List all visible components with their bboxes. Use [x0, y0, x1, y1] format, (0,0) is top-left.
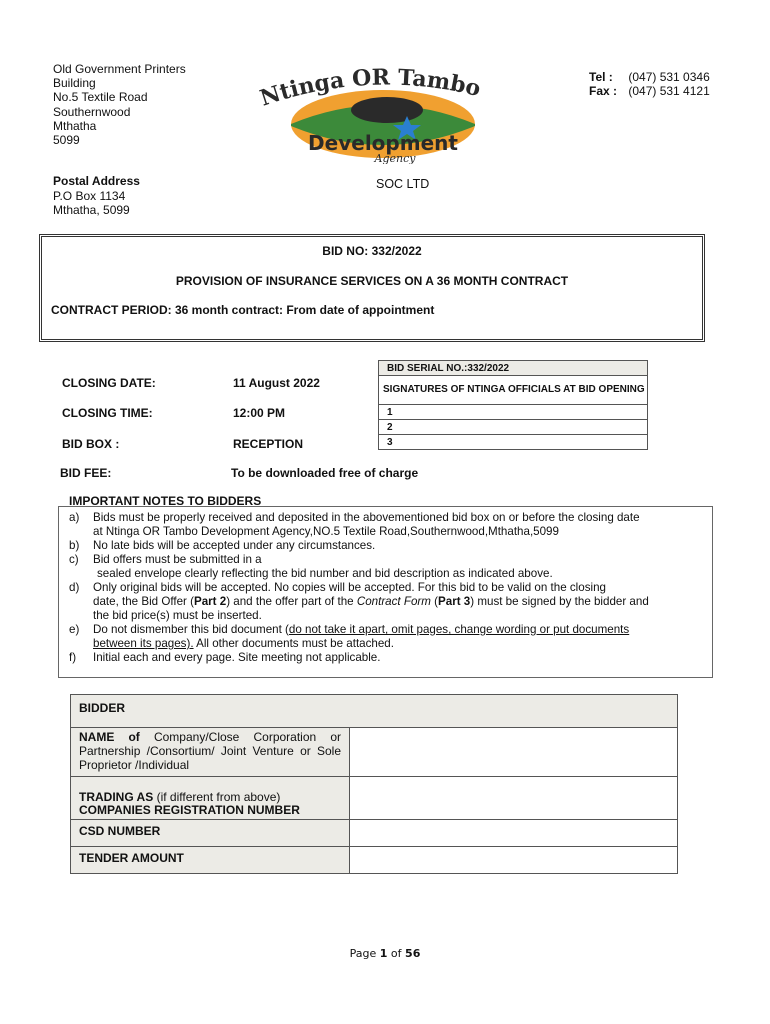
logo-word: Development	[308, 131, 458, 155]
page-of: of	[387, 947, 406, 960]
page-total: 56	[405, 947, 421, 960]
note-line: between its pages). All other documents must be attached.	[93, 637, 394, 650]
note-line: Initial each and every page. Site meeting not applicable.	[93, 651, 381, 664]
bidder-table	[70, 694, 678, 874]
address-line: 5099	[53, 133, 80, 148]
postal-line: Mthatha, 5099	[53, 203, 130, 217]
bidder-name-label: NAME of Company/Close Corporation or Partnership /Consortium/ Joint Venture or Sole Proprietor /Individual	[71, 728, 350, 777]
note-key: d)	[69, 581, 80, 594]
logo-dark-swoosh	[351, 97, 423, 123]
note-key: a)	[69, 511, 80, 524]
serial-number-cell: BID SERIAL NO.:332/2022	[379, 361, 648, 376]
logo-arc-text: Ntinga OR Tambo	[256, 66, 484, 112]
fax-label: Fax :	[589, 84, 618, 99]
tel-value: (047) 531 0346	[628, 70, 710, 84]
bid-fee-value: To be downloaded free of charge	[231, 466, 419, 480]
signature-row: 3	[379, 435, 648, 450]
closing-date-label: CLOSING DATE:	[62, 376, 156, 390]
note-line: the bid price(s) must be inserted.	[93, 609, 262, 622]
contract-period: CONTRACT PERIOD: 36 month contract: From date of appointment	[51, 303, 435, 317]
bid-serial-table	[378, 360, 648, 450]
agency-logo-graphic	[255, 66, 511, 164]
note-line: No late bids will be accepted under any circumstances.	[93, 539, 376, 552]
bid-fee-label: BID FEE:	[60, 466, 112, 480]
bid-number: BID NO: 332/2022	[322, 244, 422, 258]
signature-row: 1	[379, 405, 648, 420]
bid-title: PROVISION OF INSURANCE SERVICES ON A 36 MONTH CONTRACT	[175, 274, 569, 288]
closing-date-value: 11 August 2022	[233, 376, 320, 390]
note-line: at Ntinga OR Tambo Development Agency,NO.5 Textile Road,Southernwood,Mthatha,5099	[93, 525, 559, 538]
trading-as-label: TRADING AS (if different from above) COMPANIES REGISTRATION NUMBER	[71, 777, 350, 820]
note-key: f)	[69, 651, 77, 664]
trading-as-field[interactable]	[350, 777, 678, 820]
postal-line: P.O Box 1134	[53, 188, 126, 203]
closing-time-value: 12:00 PM	[233, 406, 286, 420]
note-line: Bid offers must be submitted in a	[93, 553, 262, 566]
address-line: No.5 Textile Road	[53, 90, 148, 105]
postal-address	[53, 174, 140, 218]
note-key: b)	[69, 539, 80, 552]
address-line: Southernwood	[53, 104, 131, 119]
note-line: Only original bids will be accepted. No copies will be accepted. For this bid to be valid on the closing	[93, 581, 606, 594]
note-line: sealed envelope clearly reflecting the bid number and bid description as indicated above.	[97, 567, 553, 580]
tender-amount-field[interactable]	[350, 847, 678, 874]
contact-info	[589, 70, 710, 98]
note-line: Do not dismember this bid document (do not take it apart, omit pages, change wording or put documents	[93, 623, 630, 636]
page-prefix: Page	[349, 947, 380, 960]
note-line: Bids must be properly received and deposited in the abovementioned bid box on or before the closing date	[93, 511, 640, 524]
bid-box-value: RECEPTION	[233, 437, 304, 451]
csd-number-label: CSD NUMBER	[71, 820, 350, 847]
page-footer	[0, 947, 770, 960]
logo-script: Agency	[374, 152, 416, 164]
signature-row: 2	[379, 420, 648, 435]
bidder-name-field[interactable]	[350, 728, 678, 777]
address-line: Building	[53, 76, 96, 91]
notes-title: IMPORTANT NOTES TO BIDDERS	[69, 494, 262, 508]
bid-header-box	[39, 234, 705, 342]
tel-label: Tel :	[589, 70, 613, 84]
address-line: Mthatha	[53, 118, 97, 133]
note-line: date, the Bid Offer (Part 2) and the offer part of the Contract Form (Part 3) must be signed by the bidder and	[93, 595, 649, 608]
address-line: Old Government Printers	[53, 62, 186, 76]
agency-logo	[255, 66, 511, 164]
physical-address	[53, 62, 186, 147]
bidder-heading: BIDDER	[71, 695, 678, 728]
soc-ltd: SOC LTD	[376, 177, 430, 191]
csd-number-field[interactable]	[350, 820, 678, 847]
bid-box-label: BID BOX :	[62, 437, 120, 451]
fax-value: (047) 531 4121	[628, 84, 710, 99]
tender-amount-label: TENDER AMOUNT	[71, 847, 350, 874]
postal-heading: Postal Address	[53, 174, 140, 188]
closing-time-label: CLOSING TIME:	[62, 406, 153, 420]
notes-box	[58, 506, 713, 678]
note-key: e)	[69, 623, 80, 636]
note-key: c)	[69, 553, 79, 566]
signatures-heading: SIGNATURES OF NTINGA OFFICIALS AT BID OPENING	[379, 376, 648, 405]
page-current: 1	[379, 947, 388, 960]
